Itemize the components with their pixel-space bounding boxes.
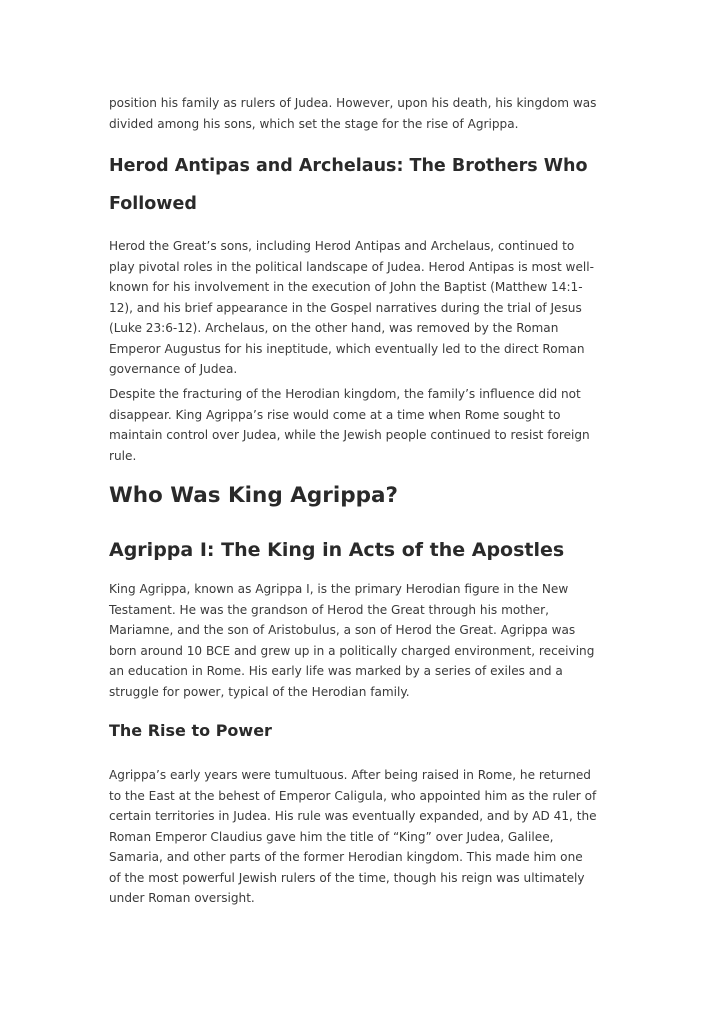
fracture-paragraph: Despite the fracturing of the Herodian kingdom, the family’s influence did not disappear. King Agrippa’s rise would come at a time when Rome sought to maintain control over Judea, while the Jewish people continued to resist foreign rule. [109,387,590,463]
brothers-heading-block [109,147,619,223]
heading-who-was-agrippa: Who Was King Agrippa? [109,483,398,508]
agrippa1-paragraph: King Agrippa, known as Agrippa I, is the primary Herodian figure in the New Testament. He was the grandson of Herod the Great through his mother, Mariamne, and the son of Aristobulus, a son of Herod the Great. Agrippa was born around 10 BCE and grew up in a politically charged environment, receiving an education in Rome. His early life was marked by a series of exiles and a struggle for power, typical of the Herodian family. [109,582,595,699]
rise-heading-block [109,720,619,742]
agrippa1-paragraph-block [109,579,619,702]
intro-paragraph-block [109,93,619,134]
heading-brothers: Herod Antipas and Archelaus: The Brothers Who Followed [109,156,588,214]
rise-paragraph-block [109,765,619,909]
sons-paragraph: Herod the Great’s sons, including Herod Antipas and Archelaus, continued to play pivotal roles in the political landscape of Judea. Herod Antipas is most well- known for his involvement in the execution of John the Baptist (Matthew 14:1- 12), and his brief appearance in the Gospel narratives during the trial of Jesus (Luke 23:6-12). Archelaus, on the other hand, was removed by the Roman Emperor Augustus for his ineptitude, which eventually led to the direct Roman governance of Judea. [109,239,594,376]
agrippa1-heading-block [109,537,619,563]
sons-paragraph-block [109,236,619,380]
who-heading-block [109,482,619,510]
intro-paragraph: position his family as rulers of Judea. However, upon his death, his kingdom was divided among his sons, which set the stage for the rise of Agrippa. [109,96,597,131]
heading-rise-to-power: The Rise to Power [109,721,272,740]
rise-paragraph: Agrippa’s early years were tumultuous. After being raised in Rome, he returned to the East at the behest of Emperor Caligula, who appointed him as the ruler of certain territories in Judea. His rule was eventually expanded, and by AD 41, the Roman Emperor Claudius gave him the title of “King” over Judea, Galilee, Samaria, and other parts of the former Herodian kingdom. This made him one of the most powerful Jewish rulers of the time, though his reign was ultimately under Roman oversight. [109,768,597,905]
fracture-paragraph-block [109,384,619,466]
heading-agrippa-i: Agrippa I: The King in Acts of the Apostles [109,539,565,561]
